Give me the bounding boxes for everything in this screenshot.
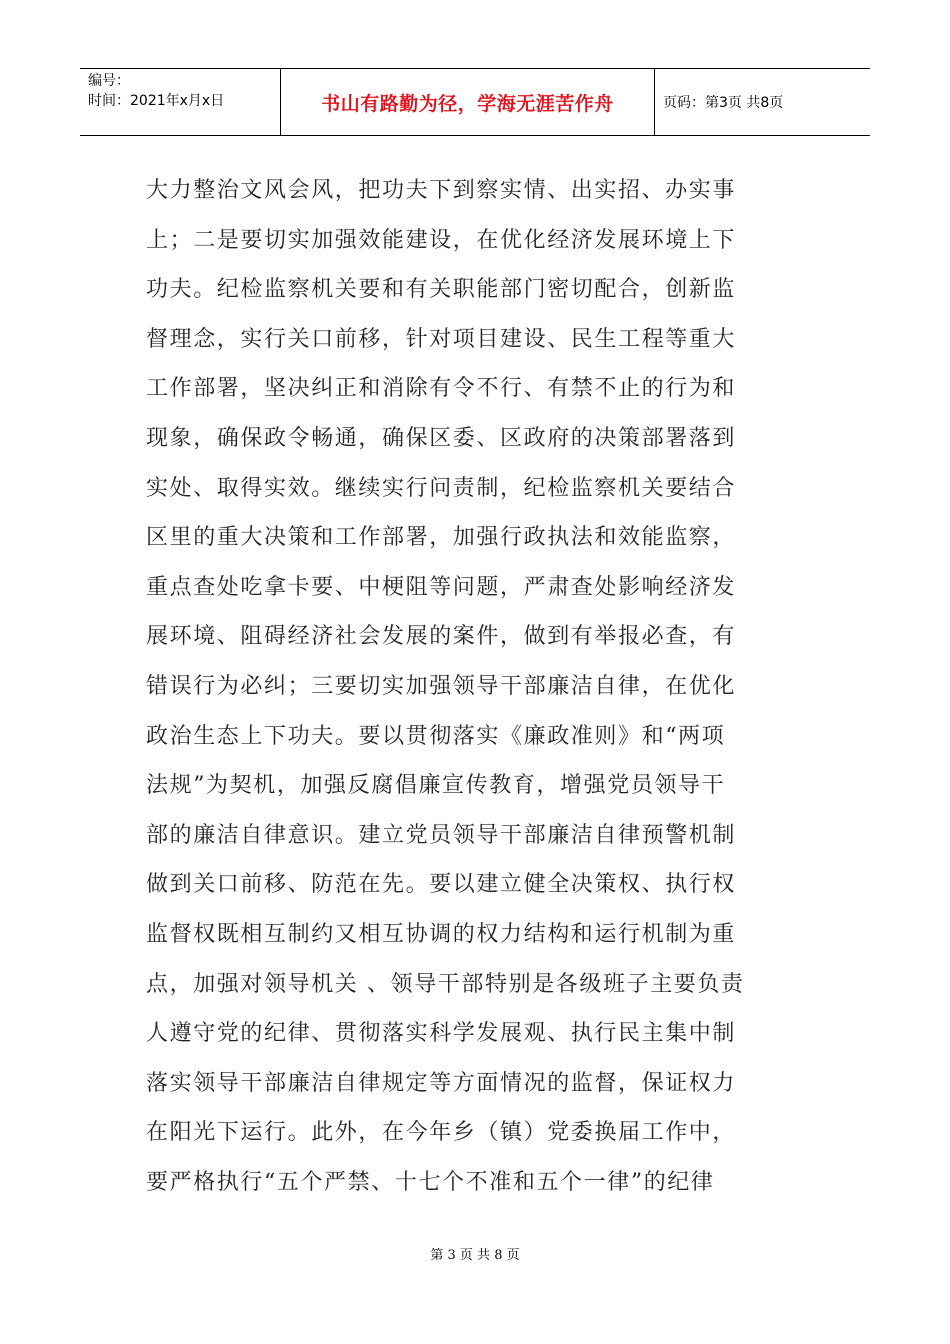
document-time-label: 时间：2021年x月x日 — [88, 93, 225, 109]
page-footer: 第 3 页 共 8 页 — [430, 1248, 520, 1263]
body-line: 政治生态上下功夫。要以贯彻落实《廉政准则》和“两项 — [146, 723, 726, 749]
body-line: 功夫。纪检监察机关要和有关职能部门密切配合，创新监 — [146, 277, 737, 303]
body-line: 上；二是要切实加强效能建设，在优化经济发展环境上下 — [146, 227, 737, 253]
body-line: 现象，确保政令畅通，确保区委、区政府的决策部署落到 — [146, 425, 737, 451]
body-line: 错误行为必纠；三要切实加强领导干部廉洁自律，在优化 — [146, 673, 737, 699]
body-line: 做到关口前移、防范在先。要以建立健全决策权、执行权 — [146, 872, 737, 898]
body-line: 法规”为契机，加强反腐倡廉宣传教育，增强党员领导干 — [146, 773, 726, 799]
body-line: 人遵守党的纪律、贯彻落实科学发展观、执行民主集中制 — [146, 1021, 737, 1047]
body-line: 督理念，实行关口前移，针对项目建设、民生工程等重大 — [146, 326, 737, 352]
body-line: 点，加强对领导机关 、领导干部特别是各级班子主要负责 — [146, 971, 745, 997]
body-line: 部的廉洁自律意识。建立党员领导干部廉洁自律预警机制 — [146, 822, 737, 848]
body-line: 实处、取得实效。继续实行问责制，纪检监察机关要结合 — [146, 475, 737, 501]
body-line: 区里的重大决策和工作部署，加强行政执法和效能监察， — [146, 525, 737, 551]
body-line: 展环境、阻碍经济社会发展的案件，做到有举报必查，有 — [146, 624, 737, 650]
document-header — [80, 68, 870, 136]
body-line: 要严格执行“五个严禁、十七个不准和五个一律”的纪律 — [146, 1169, 715, 1195]
body-line: 在阳光下运行。此外，在今年乡（镇）党委换届工作中， — [146, 1120, 737, 1146]
document-number-label: 编号： — [88, 73, 130, 89]
body-line: 工作部署，坚决纠正和消除有令不行、有禁不止的行为和 — [146, 376, 737, 402]
body-line: 重点查处吃拿卡要、中梗阻等问题，严肃查处影响经济发 — [146, 574, 737, 600]
header-page-info: 页码：第3页 共8页 — [663, 95, 784, 111]
body-line: 大力整治文风会风，把功夫下到察实情、出实招、办实事 — [146, 178, 737, 203]
body-line: 监督权既相互制约又相互协调的权力结构和运行机制为重 — [146, 921, 737, 947]
header-meta — [80, 69, 281, 135]
body-line: 落实领导干部廉洁自律规定等方面情况的监督，保证权力 — [146, 1070, 737, 1096]
document-body — [146, 166, 806, 1207]
header-motto: 书山有路勤为径，学海无涯苦作舟 — [281, 69, 655, 135]
